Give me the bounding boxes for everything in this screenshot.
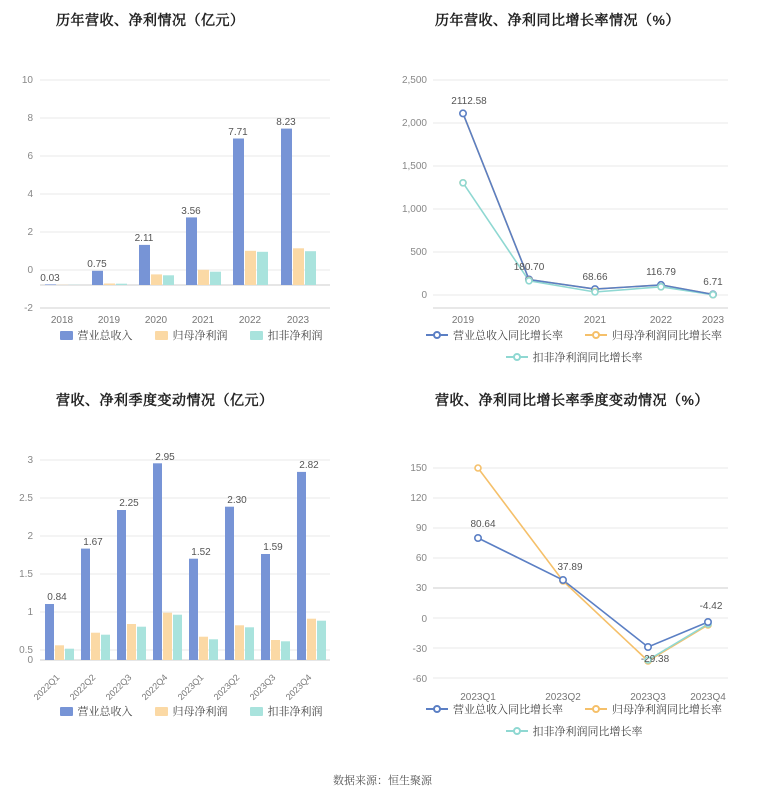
legend-line-icon	[506, 352, 528, 362]
legend-line-icon	[585, 330, 607, 340]
y-tick-label: 1,000	[401, 204, 427, 215]
x-tick-label: 2019	[451, 315, 475, 326]
legend-label: 归母净利润同比增长率	[612, 704, 722, 716]
x-tick-label: 2021	[191, 315, 215, 326]
y-tick-label: 1.5	[19, 569, 33, 580]
bar-label: 2.95	[155, 452, 175, 463]
legend-quarterly-growth	[383, 701, 765, 739]
svg-text:0: 0	[421, 614, 427, 625]
y-tick-label: 2,000	[401, 118, 427, 129]
svg-yearly-revenue	[0, 30, 382, 326]
bar-label: 0.03	[40, 273, 60, 284]
legend-item[interactable]	[426, 701, 563, 717]
legend-line-icon	[506, 726, 528, 736]
legend-item[interactable]	[585, 701, 722, 717]
plot-yearly-growth	[383, 30, 765, 326]
chart-yearly-revenue	[0, 0, 382, 380]
x-tick-label: 2019	[97, 315, 121, 326]
legend-item[interactable]	[506, 723, 643, 739]
x-tick-label: 2023Q2	[545, 692, 581, 703]
legend-quarterly-revenue	[0, 703, 382, 719]
bar-label: 8.23	[276, 117, 296, 128]
y-tick-label: 2	[27, 531, 33, 542]
svg-text:150: 150	[410, 463, 427, 474]
legend-yearly-revenue	[0, 327, 382, 343]
point-label: 180.70	[513, 262, 545, 273]
bar-label: 1.59	[263, 542, 283, 553]
legend-label: 扣非净利润同比增长率	[532, 726, 643, 738]
bar-label: 3.56	[181, 206, 201, 217]
svg-text:30: 30	[415, 583, 427, 594]
legend-item[interactable]	[60, 327, 133, 343]
x-tick-label: 2022	[649, 315, 673, 326]
point-label: 6.71	[703, 277, 723, 288]
chart-title-quarterly-revenue: 营收、净利季度变动情况（亿元）	[56, 392, 274, 408]
svg-quarterly-growth	[383, 410, 765, 703]
chart-title-quarterly-growth: 营收、净利同比增长率季度变动情况（%）	[435, 392, 709, 408]
svg-text:4: 4	[27, 189, 33, 200]
chart-yearly-growth	[383, 0, 765, 380]
bar-label: 2.25	[119, 498, 139, 509]
bar-label: 1.67	[83, 537, 103, 548]
y-tick-label: 0.5	[19, 645, 33, 656]
legend-label: 归母净利润	[172, 330, 228, 342]
bar-label: 0.84	[47, 592, 67, 603]
bar-label: 1.52	[191, 547, 211, 558]
svg-text:-2: -2	[24, 303, 33, 314]
svg-text:0: 0	[27, 265, 33, 276]
x-tick-label: 2018	[50, 315, 74, 326]
legend-item[interactable]	[506, 349, 643, 365]
legend-item[interactable]	[585, 327, 722, 343]
legend-swatch-icon	[250, 331, 263, 340]
legend-label: 营业总收入	[77, 330, 133, 342]
legend-label: 扣非净利润	[267, 330, 323, 342]
x-tick-label: 2023Q2	[211, 672, 242, 703]
x-tick-label: 2023Q3	[247, 672, 278, 703]
x-tick-label: 2022Q4	[139, 672, 170, 703]
x-tick-label: 2020	[144, 315, 168, 326]
svg-text:2: 2	[27, 227, 33, 238]
point-label: 68.66	[582, 272, 608, 283]
y-tick-label: 0	[27, 655, 33, 666]
x-tick-label: 2023Q1	[175, 672, 206, 703]
x-tick-label: 2023Q1	[460, 692, 496, 703]
y-tick-label: 1	[27, 607, 33, 618]
legend-label: 营业总收入	[77, 706, 133, 718]
x-tick-label: 2022Q1	[31, 672, 62, 703]
x-tick-label: 2021	[583, 315, 607, 326]
chart-quarterly-growth	[383, 380, 765, 760]
bar-label: 2.11	[134, 233, 154, 244]
x-tick-label: 2022Q3	[103, 672, 134, 703]
x-tick-label: 2023Q4	[690, 692, 726, 703]
x-tick-label: 2020	[517, 315, 541, 326]
chart-title-yearly-revenue: 历年营收、净利情况（亿元）	[56, 12, 245, 28]
legend-label: 营业总收入同比增长率	[453, 330, 563, 342]
bar-label: 2.82	[299, 460, 319, 471]
point-label: -4.42	[699, 601, 723, 612]
legend-yearly-growth	[383, 327, 765, 365]
svg-text:8: 8	[27, 113, 33, 124]
chart-quarterly-revenue	[0, 380, 382, 760]
legend-label: 扣非净利润	[267, 706, 323, 718]
plot-quarterly-revenue	[0, 410, 382, 703]
legend-line-icon	[426, 704, 448, 714]
y-tick-label: 0	[421, 290, 427, 301]
legend-swatch-icon	[60, 331, 73, 340]
legend-line-icon	[426, 330, 448, 340]
svg-text:-60: -60	[412, 674, 427, 685]
y-tick-label: 3	[27, 455, 33, 466]
svg-text:120: 120	[410, 493, 427, 504]
legend-label: 归母净利润同比增长率	[612, 330, 722, 342]
plot-yearly-revenue	[0, 30, 382, 326]
legend-label: 营业总收入同比增长率	[453, 704, 563, 716]
point-label: 116.79	[646, 267, 676, 278]
x-tick-label: 2023Q3	[630, 692, 666, 703]
svg-text:60: 60	[415, 553, 427, 564]
bar-label: 7.71	[228, 127, 248, 138]
bar-label: 0.75	[87, 259, 107, 270]
point-label: 80.64	[470, 519, 496, 530]
legend-line-icon	[585, 704, 607, 714]
svg-yearly-growth	[383, 30, 765, 326]
legend-swatch-icon	[155, 331, 168, 340]
svg-text:-30: -30	[412, 644, 427, 655]
legend-swatch-icon	[155, 707, 168, 716]
y-tick-label: 500	[410, 247, 427, 258]
legend-swatch-icon	[250, 707, 263, 716]
source-note: 数据来源：恒生聚源	[333, 775, 432, 787]
svg-text:6: 6	[27, 151, 33, 162]
legend-item[interactable]	[426, 327, 563, 343]
svg-text:10: 10	[21, 75, 33, 86]
x-tick-label: 2022Q2	[67, 672, 98, 703]
svg-quarterly-revenue	[0, 410, 382, 703]
y-tick-label: 1,500	[401, 161, 427, 172]
x-tick-label: 2023	[286, 315, 310, 326]
point-label: -29.38	[640, 654, 670, 665]
legend-label: 归母净利润	[172, 706, 228, 718]
y-tick-label: 2,500	[401, 75, 427, 86]
point-label: 37.89	[557, 562, 583, 573]
legend-item[interactable]	[250, 327, 323, 343]
chart-title-yearly-growth: 历年营收、净利同比增长率情况（%）	[435, 12, 680, 28]
legend-label: 扣非净利润同比增长率	[532, 352, 643, 364]
y-tick-label: 2.5	[19, 493, 33, 504]
legend-swatch-icon	[60, 707, 73, 716]
legend-item[interactable]	[250, 703, 323, 719]
legend-item[interactable]	[60, 703, 133, 719]
x-tick-label: 2022	[238, 315, 262, 326]
bar-label: 2.30	[227, 495, 247, 506]
point-label: 2112.58	[451, 96, 487, 107]
legend-item[interactable]	[155, 703, 228, 719]
legend-item[interactable]	[155, 327, 228, 343]
x-tick-label: 2023Q4	[283, 672, 314, 703]
x-tick-label: 2023	[701, 315, 725, 326]
plot-quarterly-growth	[383, 410, 765, 703]
svg-text:90: 90	[415, 523, 427, 534]
